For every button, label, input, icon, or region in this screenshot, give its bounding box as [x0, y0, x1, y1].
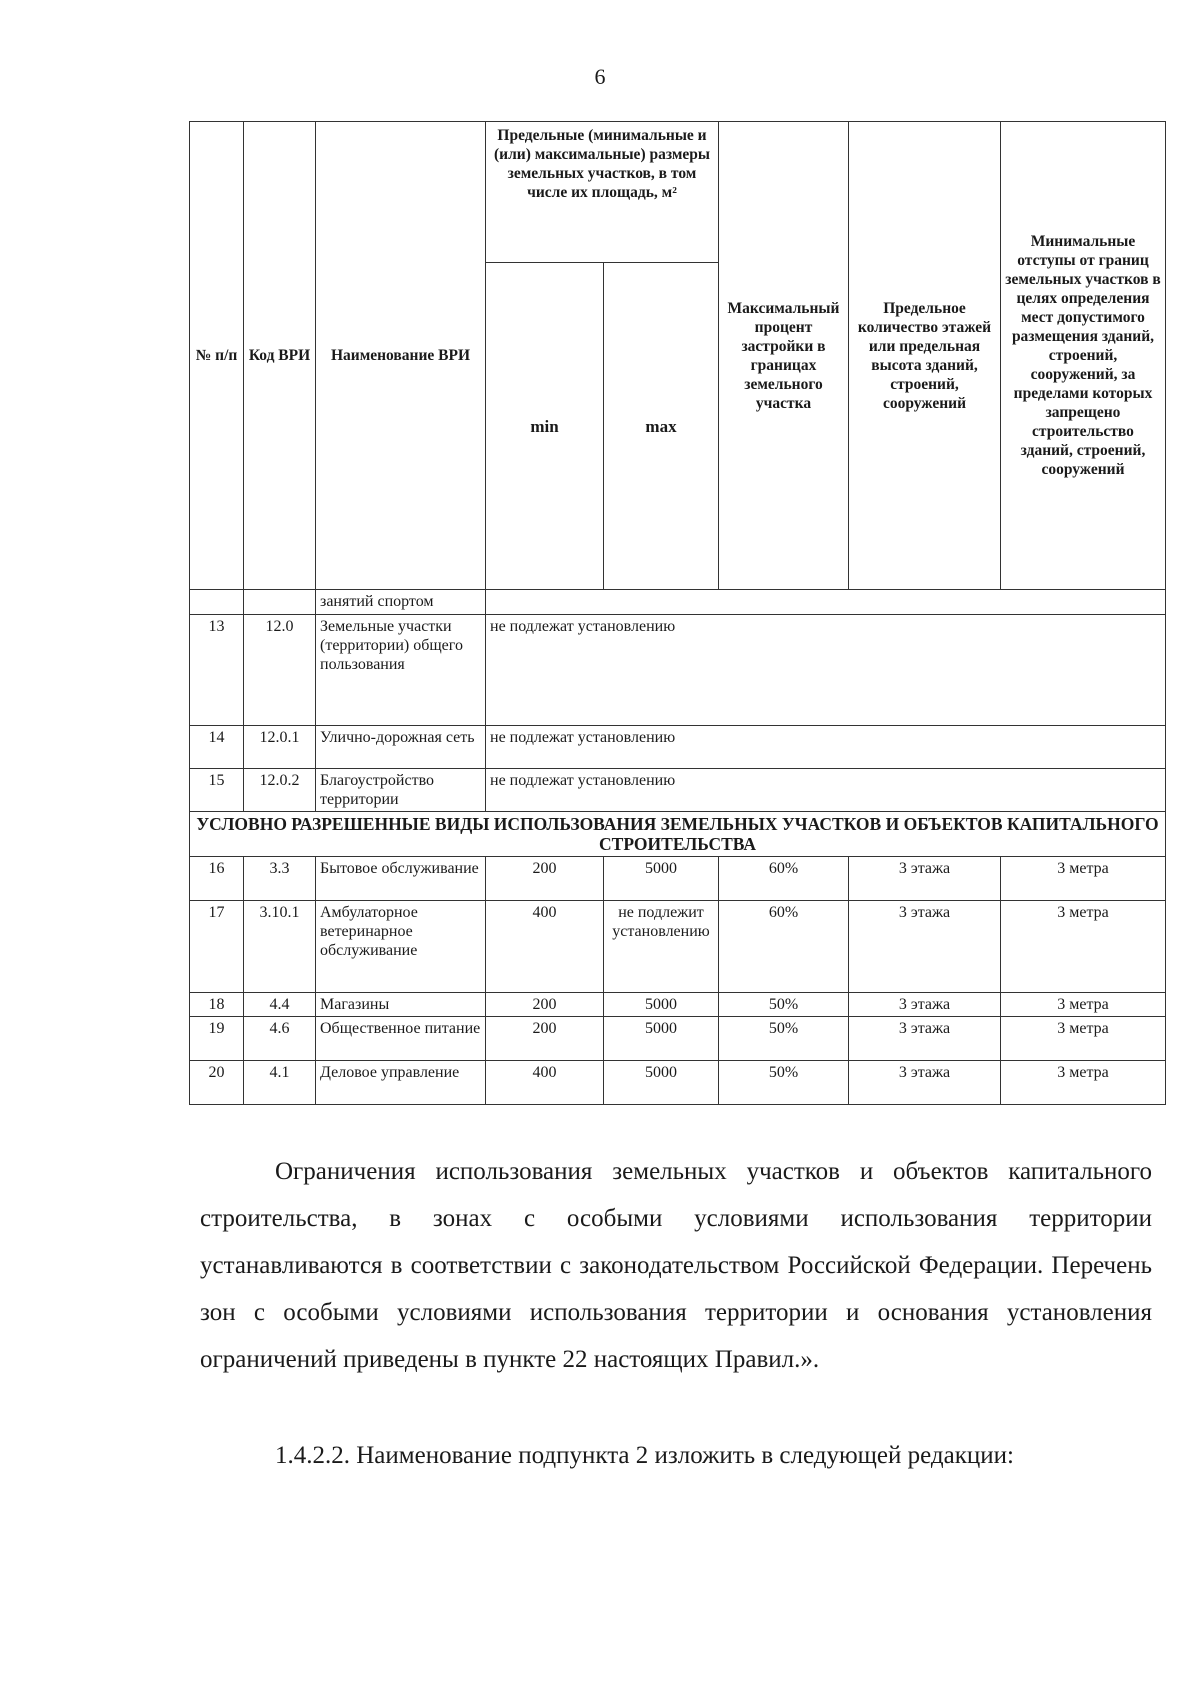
row-percent: 50% [719, 1017, 849, 1061]
row-setback: 3 метра [1001, 857, 1166, 901]
row-code: 12.0.2 [244, 769, 316, 812]
row-name: Бытовое обслуживание [316, 857, 486, 901]
row-num: 20 [190, 1061, 244, 1105]
section-title: УСЛОВНО РАЗРЕШЕННЫЕ ВИДЫ ИСПОЛЬЗОВАНИЯ ЗЕМЕЛЬНЫХ УЧАСТКОВ И ОБЪЕКТОВ КАПИТАЛЬНОГО СТРОИТЕЛЬСТВА [190, 812, 1166, 857]
row-note: не подлежат установлению [486, 615, 1166, 726]
row-max: 5000 [604, 1061, 719, 1105]
row-floors: 3 этажа [849, 993, 1001, 1017]
row-num: 14 [190, 726, 244, 769]
row-name: Улично-дорожная сеть [316, 726, 486, 769]
row-min: 200 [486, 1017, 604, 1061]
body-paragraph-1: Ограничения использования земельных участков и объектов капитального строительства, в зонах с особыми условиями использования территории устанавливаются в соответствии с законодательством Российской Федерации. Перечень зон с особыми условиями использования территории и основания установления ограничений приведены в пункте 22 настоящих Правил.». [200, 1158, 1152, 1373]
section-title-row [190, 812, 1166, 857]
header-num: № п/п [190, 122, 244, 590]
table-row [190, 857, 1166, 901]
row-floors: 3 этажа [849, 901, 1001, 993]
row-num: 13 [190, 615, 244, 726]
row-max: 5000 [604, 993, 719, 1017]
row-floors: 3 этажа [849, 857, 1001, 901]
row-num: 16 [190, 857, 244, 901]
row-floors: 3 этажа [849, 1017, 1001, 1061]
header-max-percent: Максимальный процент застройки в границах земельного участка [719, 122, 849, 590]
row-code: 12.0 [244, 615, 316, 726]
row-name: Деловое управление [316, 1061, 486, 1105]
row-num: 15 [190, 769, 244, 812]
zoning-table [189, 121, 1166, 1105]
row-min: 200 [486, 993, 604, 1017]
row-num: 17 [190, 901, 244, 993]
row-name: Земельные участки (территории) общего пользования [316, 615, 486, 726]
table-row [190, 769, 1166, 812]
header-setbacks: Минимальные отступы от границ земельных участков в целях определения мест допустимого размещения зданий, строений, сооружений, за пределами которых запрещено строительство зданий, строений, сооружений [1001, 122, 1166, 590]
row-code: 4.4 [244, 993, 316, 1017]
table-row [190, 1061, 1166, 1105]
table-row [190, 726, 1166, 769]
row-min: 200 [486, 857, 604, 901]
row-code: 4.1 [244, 1061, 316, 1105]
row-min: 400 [486, 901, 604, 993]
row-max: 5000 [604, 1017, 719, 1061]
table-row [190, 901, 1166, 993]
row-code: 4.6 [244, 1017, 316, 1061]
row-setback: 3 метра [1001, 1061, 1166, 1105]
body-paragraph-2: 1.4.2.2. Наименование подпункта 2 изложить в следующей редакции: [275, 1442, 1014, 1469]
row-setback: 3 метра [1001, 901, 1166, 993]
row-name: Благоустройство территории [316, 769, 486, 812]
row-percent: 60% [719, 901, 849, 993]
row-setback: 3 метра [1001, 993, 1166, 1017]
row-name: Магазины [316, 993, 486, 1017]
row-note: не подлежат установлению [486, 769, 1166, 812]
row-min: 400 [486, 1061, 604, 1105]
continuation-text: занятий спортом [316, 590, 486, 615]
table-row [190, 615, 1166, 726]
header-floors: Предельное количество этажей или предельная высота зданий, строений, сооружений [849, 122, 1001, 590]
row-percent: 60% [719, 857, 849, 901]
row-num: 18 [190, 993, 244, 1017]
row-percent: 50% [719, 993, 849, 1017]
table-row [190, 993, 1166, 1017]
row-floors: 3 этажа [849, 1061, 1001, 1105]
row-percent: 50% [719, 1061, 849, 1105]
row-code: 12.0.1 [244, 726, 316, 769]
row-max: не подлежит установлению [604, 901, 719, 993]
row-max: 5000 [604, 857, 719, 901]
table-row [190, 1017, 1166, 1061]
header-max: max [604, 263, 719, 590]
row-name: Амбулаторное ветеринарное обслуживание [316, 901, 486, 993]
header-min: min [486, 263, 604, 590]
row-num: 19 [190, 1017, 244, 1061]
row-name: Общественное питание [316, 1017, 486, 1061]
row-code: 3.3 [244, 857, 316, 901]
page-number: 6 [594, 64, 606, 89]
row-code: 3.10.1 [244, 901, 316, 993]
row-setback: 3 метра [1001, 1017, 1166, 1061]
header-sizes-group: Предельные (минимальные и (или) максимальные) размеры земельных участков, в том числе их площадь, м² [486, 122, 719, 263]
continuation-row [190, 590, 1166, 615]
header-name: Наименование ВРИ [316, 122, 486, 590]
header-code: Код ВРИ [244, 122, 316, 590]
row-note: не подлежат установлению [486, 726, 1166, 769]
